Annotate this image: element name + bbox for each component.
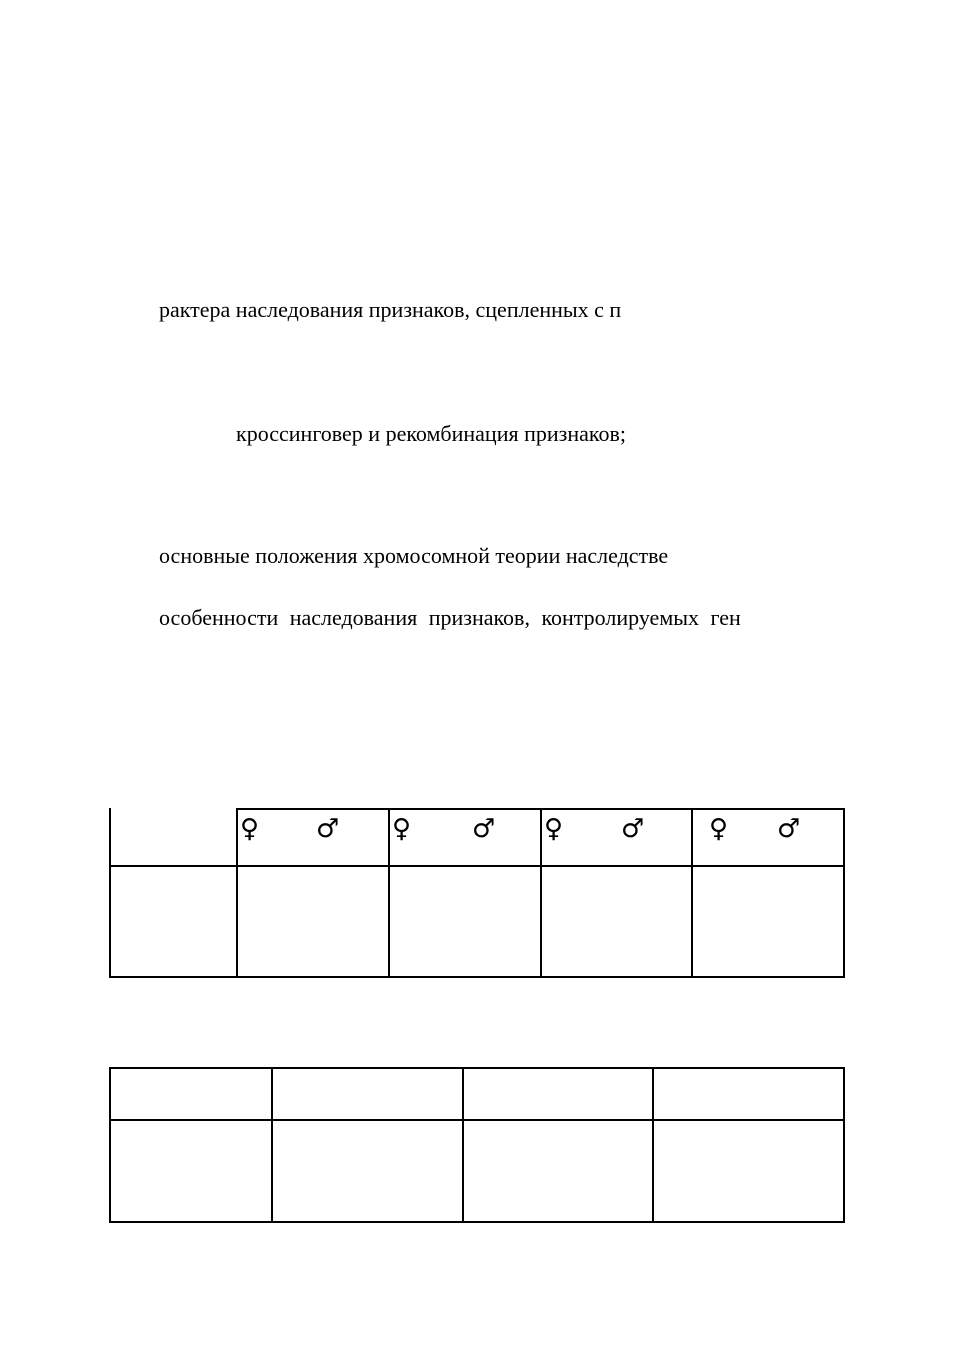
table-border — [109, 976, 845, 978]
table-border — [109, 1067, 111, 1223]
text-line-3: основные положения хромосомной теории наследстве — [159, 543, 669, 568]
table-border — [691, 808, 693, 978]
male-symbol: ♂ — [621, 814, 645, 844]
table-border — [652, 1067, 654, 1223]
male-symbol: ♂ — [777, 814, 801, 844]
empty-table — [109, 1067, 845, 1223]
female-symbol: ♀ — [709, 814, 729, 844]
table-border — [109, 1221, 845, 1223]
female-symbol: ♀ — [544, 814, 564, 844]
table-border — [109, 1067, 845, 1069]
table-border — [843, 1067, 845, 1223]
table-border — [109, 865, 845, 867]
table-border — [843, 808, 845, 978]
text-line-4: особенности наследования признаков, контролируемых ген — [159, 605, 741, 630]
text-line-1: рактера наследования признаков, сцепленных с п — [159, 297, 622, 322]
table-border — [109, 808, 111, 978]
male-symbol: ♂ — [472, 814, 496, 844]
table-border — [388, 808, 390, 978]
male-symbol: ♂ — [316, 814, 340, 844]
female-symbol: ♀ — [392, 814, 412, 844]
table-border — [109, 1119, 845, 1121]
table-border — [540, 808, 542, 978]
table-border — [462, 1067, 464, 1223]
sex-table — [109, 808, 845, 978]
text-line-2: кроссинговер и рекомбинация признаков; — [236, 421, 626, 446]
female-symbol: ♀ — [240, 814, 260, 844]
table-border — [236, 808, 238, 978]
table-border — [271, 1067, 273, 1223]
